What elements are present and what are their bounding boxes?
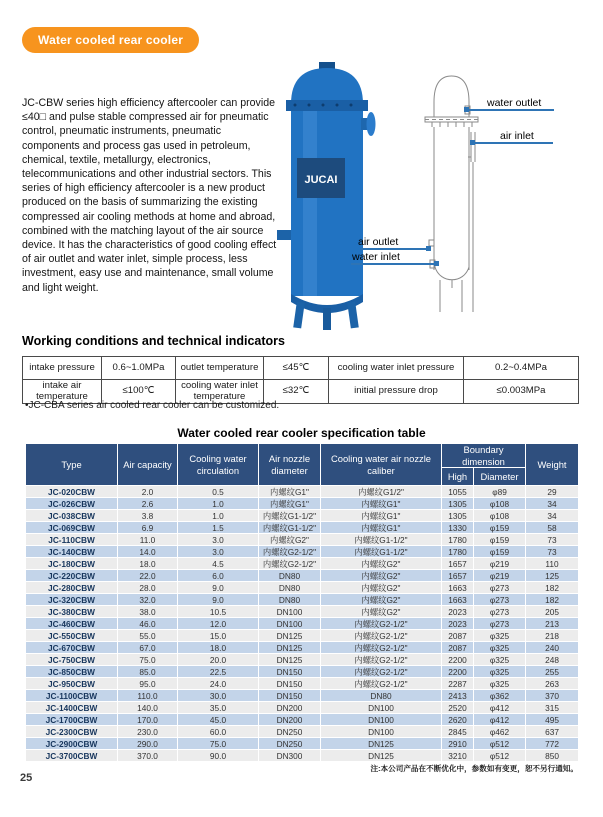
cooling-water-air-nozzle-caliber-cell: 内螺纹G1" [321, 510, 442, 522]
weight-cell: 370 [526, 690, 579, 702]
cooling-water-air-nozzle-caliber-cell: 内螺纹G1-1/2" [321, 534, 442, 546]
table-row [26, 690, 579, 702]
weight-cell: 263 [526, 678, 579, 690]
cooling-water-circulation-cell: 10.5 [178, 606, 259, 618]
cooling-water-air-nozzle-caliber-cell: 内螺纹G2" [321, 582, 442, 594]
cooling-water-air-nozzle-caliber-cell: DN100 [321, 714, 442, 726]
diameter-cell: φ412 [474, 714, 526, 726]
weight-cell: 772 [526, 738, 579, 750]
diameter-cell: φ219 [474, 570, 526, 582]
diameter-cell: φ362 [474, 690, 526, 702]
weight-cell: 29 [526, 486, 579, 498]
high-cell: 1663 [442, 594, 474, 606]
tank-dome [291, 68, 363, 104]
air-inlet-marker [470, 140, 475, 145]
air-capacity-cell: 55.0 [118, 630, 178, 642]
air-capacity-cell: 370.0 [118, 750, 178, 762]
air-inlet-label: air inlet [500, 130, 534, 142]
cooling-water-circulation-cell: 35.0 [178, 702, 259, 714]
cooling-water-circulation-cell: 18.0 [178, 642, 259, 654]
weight-cell: 58 [526, 522, 579, 534]
high-cell: 1663 [442, 582, 474, 594]
table-row [26, 594, 579, 606]
diameter-cell: φ273 [474, 618, 526, 630]
weight-cell: 34 [526, 510, 579, 522]
condition-value: ≤32℃ [264, 380, 329, 404]
air-nozzle-diameter-cell: DN125 [259, 654, 321, 666]
type-cell: JC-850CBW [26, 666, 118, 678]
air-capacity-cell: 18.0 [118, 558, 178, 570]
table-row [26, 714, 579, 726]
spec-table-header [26, 444, 579, 486]
high-cell: 2520 [442, 702, 474, 714]
type-cell: JC-460CBW [26, 618, 118, 630]
cooling-water-air-nozzle-caliber-cell: 内螺纹G2-1/2" [321, 666, 442, 678]
col-header-boundary-dimension: Boundary dimension [442, 444, 526, 468]
condition-value: ≤45℃ [264, 357, 329, 380]
air-nozzle-diameter-cell: DN80 [259, 594, 321, 606]
high-cell: 1780 [442, 534, 474, 546]
cooling-water-air-nozzle-caliber-cell: DN80 [321, 690, 442, 702]
table-row [26, 534, 579, 546]
cooling-water-circulation-cell: 45.0 [178, 714, 259, 726]
tank-body [291, 111, 363, 296]
table-row [26, 750, 579, 762]
cooling-water-air-nozzle-caliber-cell: 内螺纹G2" [321, 594, 442, 606]
air-nozzle-diameter-cell: DN250 [259, 726, 321, 738]
col-header-cooling-water-circulation: Cooling water circulation [178, 444, 259, 486]
table-row [26, 666, 579, 678]
high-cell: 2023 [442, 606, 474, 618]
type-cell: JC-3700CBW [26, 750, 118, 762]
weight-cell: 205 [526, 606, 579, 618]
diameter-cell: φ462 [474, 726, 526, 738]
type-cell: JC-950CBW [26, 678, 118, 690]
col-header-weight: Weight [526, 444, 579, 486]
weight-cell: 110 [526, 558, 579, 570]
weight-cell: 73 [526, 534, 579, 546]
cooling-water-air-nozzle-caliber-cell: 内螺纹G2" [321, 558, 442, 570]
table-row [26, 738, 579, 750]
table-row [26, 546, 579, 558]
diameter-cell: φ159 [474, 534, 526, 546]
weight-cell: 125 [526, 570, 579, 582]
air-nozzle-diameter-cell: DN80 [259, 582, 321, 594]
table-row [26, 642, 579, 654]
type-cell: JC-320CBW [26, 594, 118, 606]
tank-leg-left [293, 302, 305, 329]
tank-highlight [303, 111, 317, 296]
diameter-cell: φ325 [474, 678, 526, 690]
brand-text: JUCAI [304, 174, 338, 186]
type-cell: JC-1700CBW [26, 714, 118, 726]
cooling-water-air-nozzle-caliber-cell: 内螺纹G2-1/2" [321, 642, 442, 654]
cooling-water-circulation-cell: 9.0 [178, 594, 259, 606]
high-cell: 2287 [442, 678, 474, 690]
footer-disclaimer: 注:本公司产品在不断优化中，参数如有变更，恕不另行通知。 [370, 764, 578, 773]
table-row [26, 726, 579, 738]
table-row [26, 678, 579, 690]
condition-label: intake pressure [23, 357, 102, 380]
cooling-water-circulation-cell: 9.0 [178, 582, 259, 594]
intro-paragraph: JC-CBW series high efficiency aftercooler can provide ≤40□ and pulse stable compressed air for pneumatic control, pneumatic instruments, pneumatic components and process gas used in petroleum, chemical, textile, metallurgy, electronics, telecommunications and other industrial sectors. This series of high efficiency aftercooler is a new product produced on the basis of summarizing the existing compressed air cooling methods at home and abroad, combined with the matching layout of the air source device. It has the characteristics of good cooling effect of air outlet and water inlet, simple process, less investment, easy use and maintenance, small volume and light weight. [22, 97, 277, 294]
high-cell: 2200 [442, 666, 474, 678]
cooling-water-circulation-cell: 15.0 [178, 630, 259, 642]
high-cell: 1657 [442, 558, 474, 570]
type-cell: JC-2900CBW [26, 738, 118, 750]
weight-cell: 218 [526, 630, 579, 642]
tank-side-flange [367, 112, 376, 136]
type-cell: JC-140CBW [26, 546, 118, 558]
cooling-water-air-nozzle-caliber-cell: 内螺纹G1-1/2" [321, 546, 442, 558]
air-nozzle-diameter-cell: 内螺纹G1-1/2" [259, 522, 321, 534]
diameter-cell: φ325 [474, 654, 526, 666]
table-row [26, 630, 579, 642]
cooling-water-air-nozzle-caliber-cell: 内螺纹G2" [321, 570, 442, 582]
condition-label: cooling water inlet pressure [329, 357, 464, 380]
high-cell: 2620 [442, 714, 474, 726]
page-number: 25 [20, 772, 33, 784]
cooling-water-circulation-cell: 90.0 [178, 750, 259, 762]
cooling-water-air-nozzle-caliber-cell: 内螺纹G1" [321, 522, 442, 534]
water-outlet-label: water outlet [487, 97, 542, 109]
type-cell: JC-2300CBW [26, 726, 118, 738]
air-capacity-cell: 110.0 [118, 690, 178, 702]
section-badge: Water cooled rear cooler [22, 27, 199, 53]
cooling-water-air-nozzle-caliber-cell: DN125 [321, 738, 442, 750]
diameter-cell: φ108 [474, 510, 526, 522]
diameter-cell: φ412 [474, 702, 526, 714]
weight-cell: 182 [526, 582, 579, 594]
air-capacity-cell: 170.0 [118, 714, 178, 726]
air-nozzle-diameter-cell: 内螺纹G1" [259, 486, 321, 498]
type-cell: JC-1100CBW [26, 690, 118, 702]
type-cell: JC-026CBW [26, 498, 118, 510]
high-cell: 2910 [442, 738, 474, 750]
cooling-water-air-nozzle-caliber-cell: 内螺纹G2-1/2" [321, 654, 442, 666]
water-inlet-leader-line [351, 263, 437, 265]
high-cell: 2087 [442, 642, 474, 654]
air-nozzle-diameter-cell: 内螺纹G2-1/2" [259, 546, 321, 558]
cooling-water-circulation-cell: 3.0 [178, 534, 259, 546]
diameter-cell: φ325 [474, 630, 526, 642]
air-inlet-leader-line [472, 142, 553, 144]
condition-value: ≤0.003MPa [464, 380, 579, 404]
spec-table-body [26, 486, 579, 762]
diameter-cell: φ325 [474, 642, 526, 654]
air-capacity-cell: 67.0 [118, 642, 178, 654]
table-row [26, 618, 579, 630]
cooling-water-circulation-cell: 1.0 [178, 498, 259, 510]
type-cell: JC-220CBW [26, 570, 118, 582]
sketch-dome [434, 76, 469, 102]
air-nozzle-diameter-cell: DN250 [259, 738, 321, 750]
cooling-water-circulation-cell: 60.0 [178, 726, 259, 738]
cooling-water-circulation-cell: 30.0 [178, 690, 259, 702]
air-nozzle-diameter-cell: DN100 [259, 618, 321, 630]
table-row [26, 654, 579, 666]
col-header-diameter: Diameter [474, 468, 526, 486]
condition-value: ≤100℃ [102, 380, 176, 404]
air-capacity-cell: 28.0 [118, 582, 178, 594]
high-cell: 1330 [442, 522, 474, 534]
weight-cell: 34 [526, 498, 579, 510]
col-header-cooling-water-air-nozzle-caliber: Cooling water air nozzle caliber [321, 444, 442, 486]
diameter-cell: φ219 [474, 558, 526, 570]
cooling-water-air-nozzle-caliber-cell: 内螺纹G2-1/2" [321, 618, 442, 630]
air-nozzle-diameter-cell: DN150 [259, 690, 321, 702]
air-nozzle-diameter-cell: DN300 [259, 750, 321, 762]
weight-cell: 315 [526, 702, 579, 714]
high-cell: 2023 [442, 618, 474, 630]
weight-cell: 240 [526, 642, 579, 654]
air-outlet-label: air outlet [358, 236, 399, 248]
diameter-cell: φ512 [474, 750, 526, 762]
working-conditions-heading: Working conditions and technical indicators [22, 334, 285, 348]
air-nozzle-diameter-cell: 内螺纹G1-1/2" [259, 510, 321, 522]
air-capacity-cell: 3.8 [118, 510, 178, 522]
table-row [26, 510, 579, 522]
tank-flange-ring [286, 100, 368, 111]
air-outlet-marker [426, 246, 431, 251]
air-capacity-cell: 95.0 [118, 678, 178, 690]
diameter-cell: φ159 [474, 522, 526, 534]
air-capacity-cell: 6.9 [118, 522, 178, 534]
weight-cell: 213 [526, 618, 579, 630]
air-nozzle-diameter-cell: 内螺纹G1" [259, 498, 321, 510]
type-cell: JC-670CBW [26, 642, 118, 654]
weight-cell: 850 [526, 750, 579, 762]
cooling-water-circulation-cell: 3.0 [178, 546, 259, 558]
water-inlet-label: water inlet [352, 251, 400, 263]
air-capacity-cell: 46.0 [118, 618, 178, 630]
diameter-cell: φ325 [474, 666, 526, 678]
air-capacity-cell: 38.0 [118, 606, 178, 618]
diameter-cell: φ108 [474, 498, 526, 510]
weight-cell: 182 [526, 594, 579, 606]
air-capacity-cell: 22.0 [118, 570, 178, 582]
type-cell: JC-280CBW [26, 582, 118, 594]
condition-label: initial pressure drop [329, 380, 464, 404]
col-header-air-nozzle-diameter: Air nozzle diameter [259, 444, 321, 486]
condition-label: cooling water inlet temperature [176, 380, 264, 404]
cooling-water-circulation-cell: 1.0 [178, 510, 259, 522]
condition-label: intake air temperature [23, 380, 102, 404]
tank-leg-center [323, 308, 331, 330]
condition-value: 0.2~0.4MPa [464, 357, 579, 380]
air-capacity-cell: 14.0 [118, 546, 178, 558]
air-capacity-cell: 290.0 [118, 738, 178, 750]
cooling-water-air-nozzle-caliber-cell: DN100 [321, 702, 442, 714]
table-row [26, 498, 579, 510]
type-cell: JC-020CBW [26, 486, 118, 498]
high-cell: 2845 [442, 726, 474, 738]
table-row [26, 582, 579, 594]
air-nozzle-diameter-cell: DN125 [259, 642, 321, 654]
type-cell: JC-380CBW [26, 606, 118, 618]
type-cell: JC-038CBW [26, 510, 118, 522]
weight-cell: 73 [526, 546, 579, 558]
air-nozzle-diameter-cell: DN150 [259, 666, 321, 678]
table-row [26, 570, 579, 582]
cooling-water-air-nozzle-caliber-cell: DN100 [321, 726, 442, 738]
air-outlet-leader-line [361, 248, 428, 250]
cooling-water-circulation-cell: 6.0 [178, 570, 259, 582]
weight-cell: 255 [526, 666, 579, 678]
diameter-cell: φ273 [474, 582, 526, 594]
tank-left-stub [277, 230, 291, 240]
air-capacity-cell: 11.0 [118, 534, 178, 546]
air-nozzle-diameter-cell: 内螺纹G2" [259, 534, 321, 546]
diameter-cell: φ273 [474, 606, 526, 618]
table-row [26, 606, 579, 618]
type-cell: JC-550CBW [26, 630, 118, 642]
cooling-water-air-nozzle-caliber-cell: 内螺纹G1/2" [321, 486, 442, 498]
spec-table-title: Water cooled rear cooler specification table [177, 426, 426, 440]
high-cell: 1055 [442, 486, 474, 498]
weight-cell: 248 [526, 654, 579, 666]
spec-table [25, 443, 579, 762]
tank-leg-right [347, 302, 359, 329]
high-cell: 1305 [442, 498, 474, 510]
cooling-water-circulation-cell: 0.5 [178, 486, 259, 498]
col-header-type: Type [26, 444, 118, 486]
col-header-high: High [442, 468, 474, 486]
high-cell: 2200 [442, 654, 474, 666]
diameter-cell: φ273 [474, 594, 526, 606]
water-outlet-marker [464, 107, 469, 112]
air-capacity-cell: 2.0 [118, 486, 178, 498]
cooling-water-air-nozzle-caliber-cell: DN125 [321, 750, 442, 762]
table-row [26, 486, 579, 498]
air-capacity-cell: 85.0 [118, 666, 178, 678]
water-inlet-marker [434, 261, 439, 266]
working-conditions-table [22, 356, 579, 404]
cooling-water-air-nozzle-caliber-cell: 内螺纹G2-1/2" [321, 678, 442, 690]
cooling-water-air-nozzle-caliber-cell: 内螺纹G2-1/2" [321, 630, 442, 642]
table-row [26, 558, 579, 570]
air-capacity-cell: 140.0 [118, 702, 178, 714]
weight-cell: 637 [526, 726, 579, 738]
high-cell: 3210 [442, 750, 474, 762]
air-capacity-cell: 32.0 [118, 594, 178, 606]
high-cell: 1657 [442, 570, 474, 582]
water-outlet-leader-line [467, 109, 554, 111]
high-cell: 2087 [442, 630, 474, 642]
diameter-cell: φ512 [474, 738, 526, 750]
type-cell: JC-750CBW [26, 654, 118, 666]
cooling-water-air-nozzle-caliber-cell: 内螺纹G2" [321, 606, 442, 618]
cooling-water-circulation-cell: 75.0 [178, 738, 259, 750]
col-header-air-capacity: Air capacity [118, 444, 178, 486]
weight-cell: 495 [526, 714, 579, 726]
diameter-cell: φ89 [474, 486, 526, 498]
cooling-water-circulation-cell: 20.0 [178, 654, 259, 666]
high-cell: 1780 [442, 546, 474, 558]
air-capacity-cell: 2.6 [118, 498, 178, 510]
air-nozzle-diameter-cell: DN200 [259, 702, 321, 714]
sketch-bottom-dish [435, 267, 469, 280]
type-cell: JC-069CBW [26, 522, 118, 534]
cooling-water-circulation-cell: 1.5 [178, 522, 259, 534]
cooling-water-circulation-cell: 24.0 [178, 678, 259, 690]
type-cell: JC-110CBW [26, 534, 118, 546]
type-cell: JC-1400CBW [26, 702, 118, 714]
customization-note: •JC-CBA series air cooled rear cooler can be customized. [25, 400, 280, 411]
cooling-water-air-nozzle-caliber-cell: 内螺纹G1" [321, 498, 442, 510]
diameter-cell: φ159 [474, 546, 526, 558]
condition-label: outlet temperature [176, 357, 264, 380]
air-nozzle-diameter-cell: DN150 [259, 678, 321, 690]
cooling-water-circulation-cell: 12.0 [178, 618, 259, 630]
cooling-water-circulation-cell: 22.5 [178, 666, 259, 678]
air-capacity-cell: 230.0 [118, 726, 178, 738]
cooling-water-circulation-cell: 4.5 [178, 558, 259, 570]
air-nozzle-diameter-cell: DN200 [259, 714, 321, 726]
condition-value: 0.6~1.0MPa [102, 357, 176, 380]
type-cell: JC-180CBW [26, 558, 118, 570]
table-row [26, 522, 579, 534]
working-conditions-row [23, 357, 579, 380]
air-nozzle-diameter-cell: DN125 [259, 630, 321, 642]
product-photo [277, 62, 377, 332]
table-row [26, 702, 579, 714]
air-nozzle-diameter-cell: 内螺纹G2-1/2" [259, 558, 321, 570]
air-nozzle-diameter-cell: DN100 [259, 606, 321, 618]
air-nozzle-diameter-cell: DN80 [259, 570, 321, 582]
high-cell: 1305 [442, 510, 474, 522]
air-capacity-cell: 75.0 [118, 654, 178, 666]
high-cell: 2413 [442, 690, 474, 702]
